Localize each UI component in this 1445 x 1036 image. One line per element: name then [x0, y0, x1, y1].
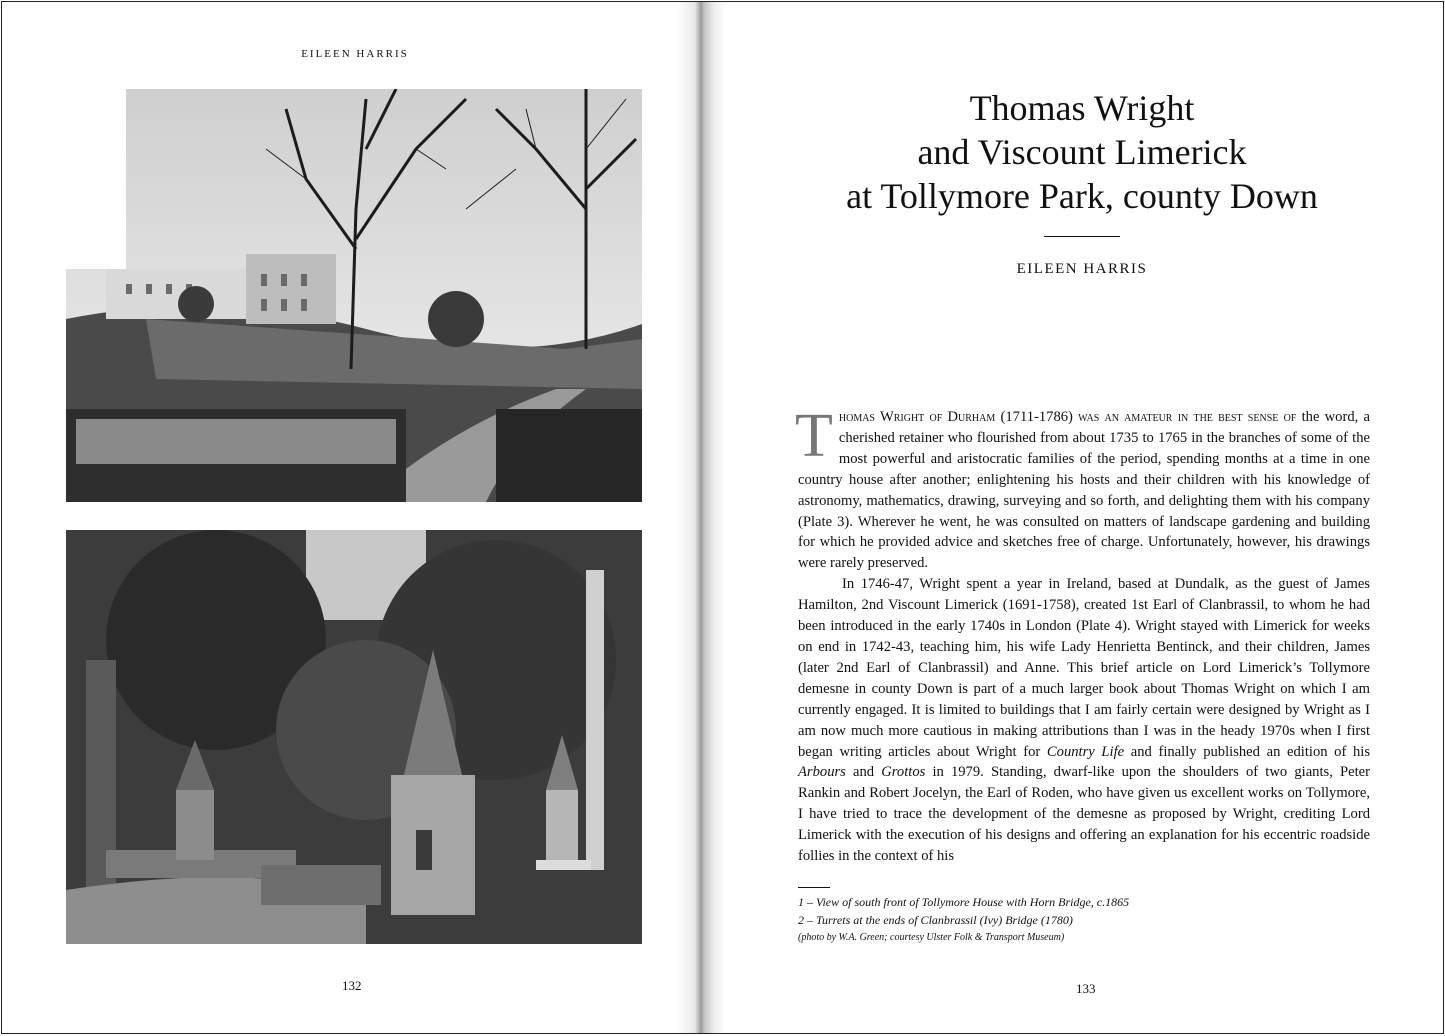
paragraph	[795, 402, 1370, 574]
body-text-span: the word, a cherished retainer who flourished from about 1735 to 1765 in the branches of some of the most powerful and aristocratic families of the period, spending months at a time in one country house after another; enlightening his hosts and their children with his knowledge of astronomy, mathematics, drawing, surveying and so forth, and delighting them with his company (Plate 3). Wherever he went, he was consulted on matters of landscape gardening and building for which he provided advice and sketches free of charge. Unfortunately, however, his drawings were rarely preserved.	[798, 409, 1370, 572]
small-caps-text: was an amateur in the best sense of	[1078, 409, 1297, 425]
body-text-span: and finally published an edition of his	[1124, 743, 1371, 760]
body-text-span: (1711-1786)	[995, 409, 1079, 425]
italic-title: Grottos	[881, 764, 926, 781]
body-text-span: In 1746-47, Wright spent a year in Ireland, based at Dundalk, as the guest of James Hamilton, 2nd Viscount Limerick (1691-1758), created 1st Earl of Clanbrassil, to whom he had been introduced in the early 1740s in London (Plate 4). Wright stayed with Limerick for weeks on end in 1742-43, teaching him, his wife Lady Henrietta Bentinck, and their children, James (later 2nd Earl of Clanbrassil) and Anne. This brief article on Lord Limerick’s Tollymore demesne in county Down is part of a much larger book about Thomas Wright on which I am currently engaged. It is limited to buildings that I am fairly certain were designed by Wright as I am now much more cautious in making attributions than I was in the heady 1970s when I first began writing articles about Wright for	[798, 576, 1370, 760]
figure-captions	[798, 893, 1358, 947]
article-author: EILEEN HARRIS	[1016, 261, 1148, 277]
italic-title: Country Life	[1046, 743, 1125, 760]
caption-rule	[798, 887, 830, 888]
caption-1: 1 – View of south front of Tollymore House with Horn Bridge, c.1865	[798, 895, 1130, 909]
body-text-span: in 1979. Standing, dwarf-like upon the shoulders of two giants, Peter Rankin and Robert Jocelyn, the Earl of Roden, who have given us excellent works on Tollymore, I have tried to trace the development of the demesne as proposed by Wright, crediting Lord Limerick with the execution of his designs and offering an explanation for his eccentric roadside follies in the context of his	[798, 764, 1370, 865]
small-caps-text: homas Wright of Durham	[838, 409, 996, 425]
page-number-left: 132	[342, 978, 362, 993]
page-number-right: 133	[1076, 981, 1096, 996]
italic-title: Arbours	[798, 764, 846, 781]
turrets-bridge-photo	[66, 530, 642, 944]
article-title	[792, 86, 1372, 218]
house-with-bridge-photo	[66, 89, 642, 502]
photo-credit: (photo by W.A. Green; courtesy Ulster Folk & Transport Museum)	[798, 932, 1065, 943]
caption-2: 2 – Turrets at the ends of Clanbrassil (Ivy) Bridge (1780)	[798, 913, 1073, 927]
title-line: and Viscount Limerick	[917, 132, 1247, 172]
running-head: EILEEN HARRIS	[301, 48, 409, 60]
book-spread	[1, 1, 1444, 1034]
paragraph	[798, 574, 1370, 867]
title-rule	[1044, 236, 1120, 237]
title-line: at Tollymore Park, county Down	[846, 176, 1318, 216]
title-line: Thomas Wright	[969, 88, 1195, 128]
book-gutter	[678, 2, 726, 1033]
body-text-span: and	[845, 764, 882, 781]
article-body	[795, 402, 1371, 867]
drop-cap: T	[795, 402, 833, 470]
